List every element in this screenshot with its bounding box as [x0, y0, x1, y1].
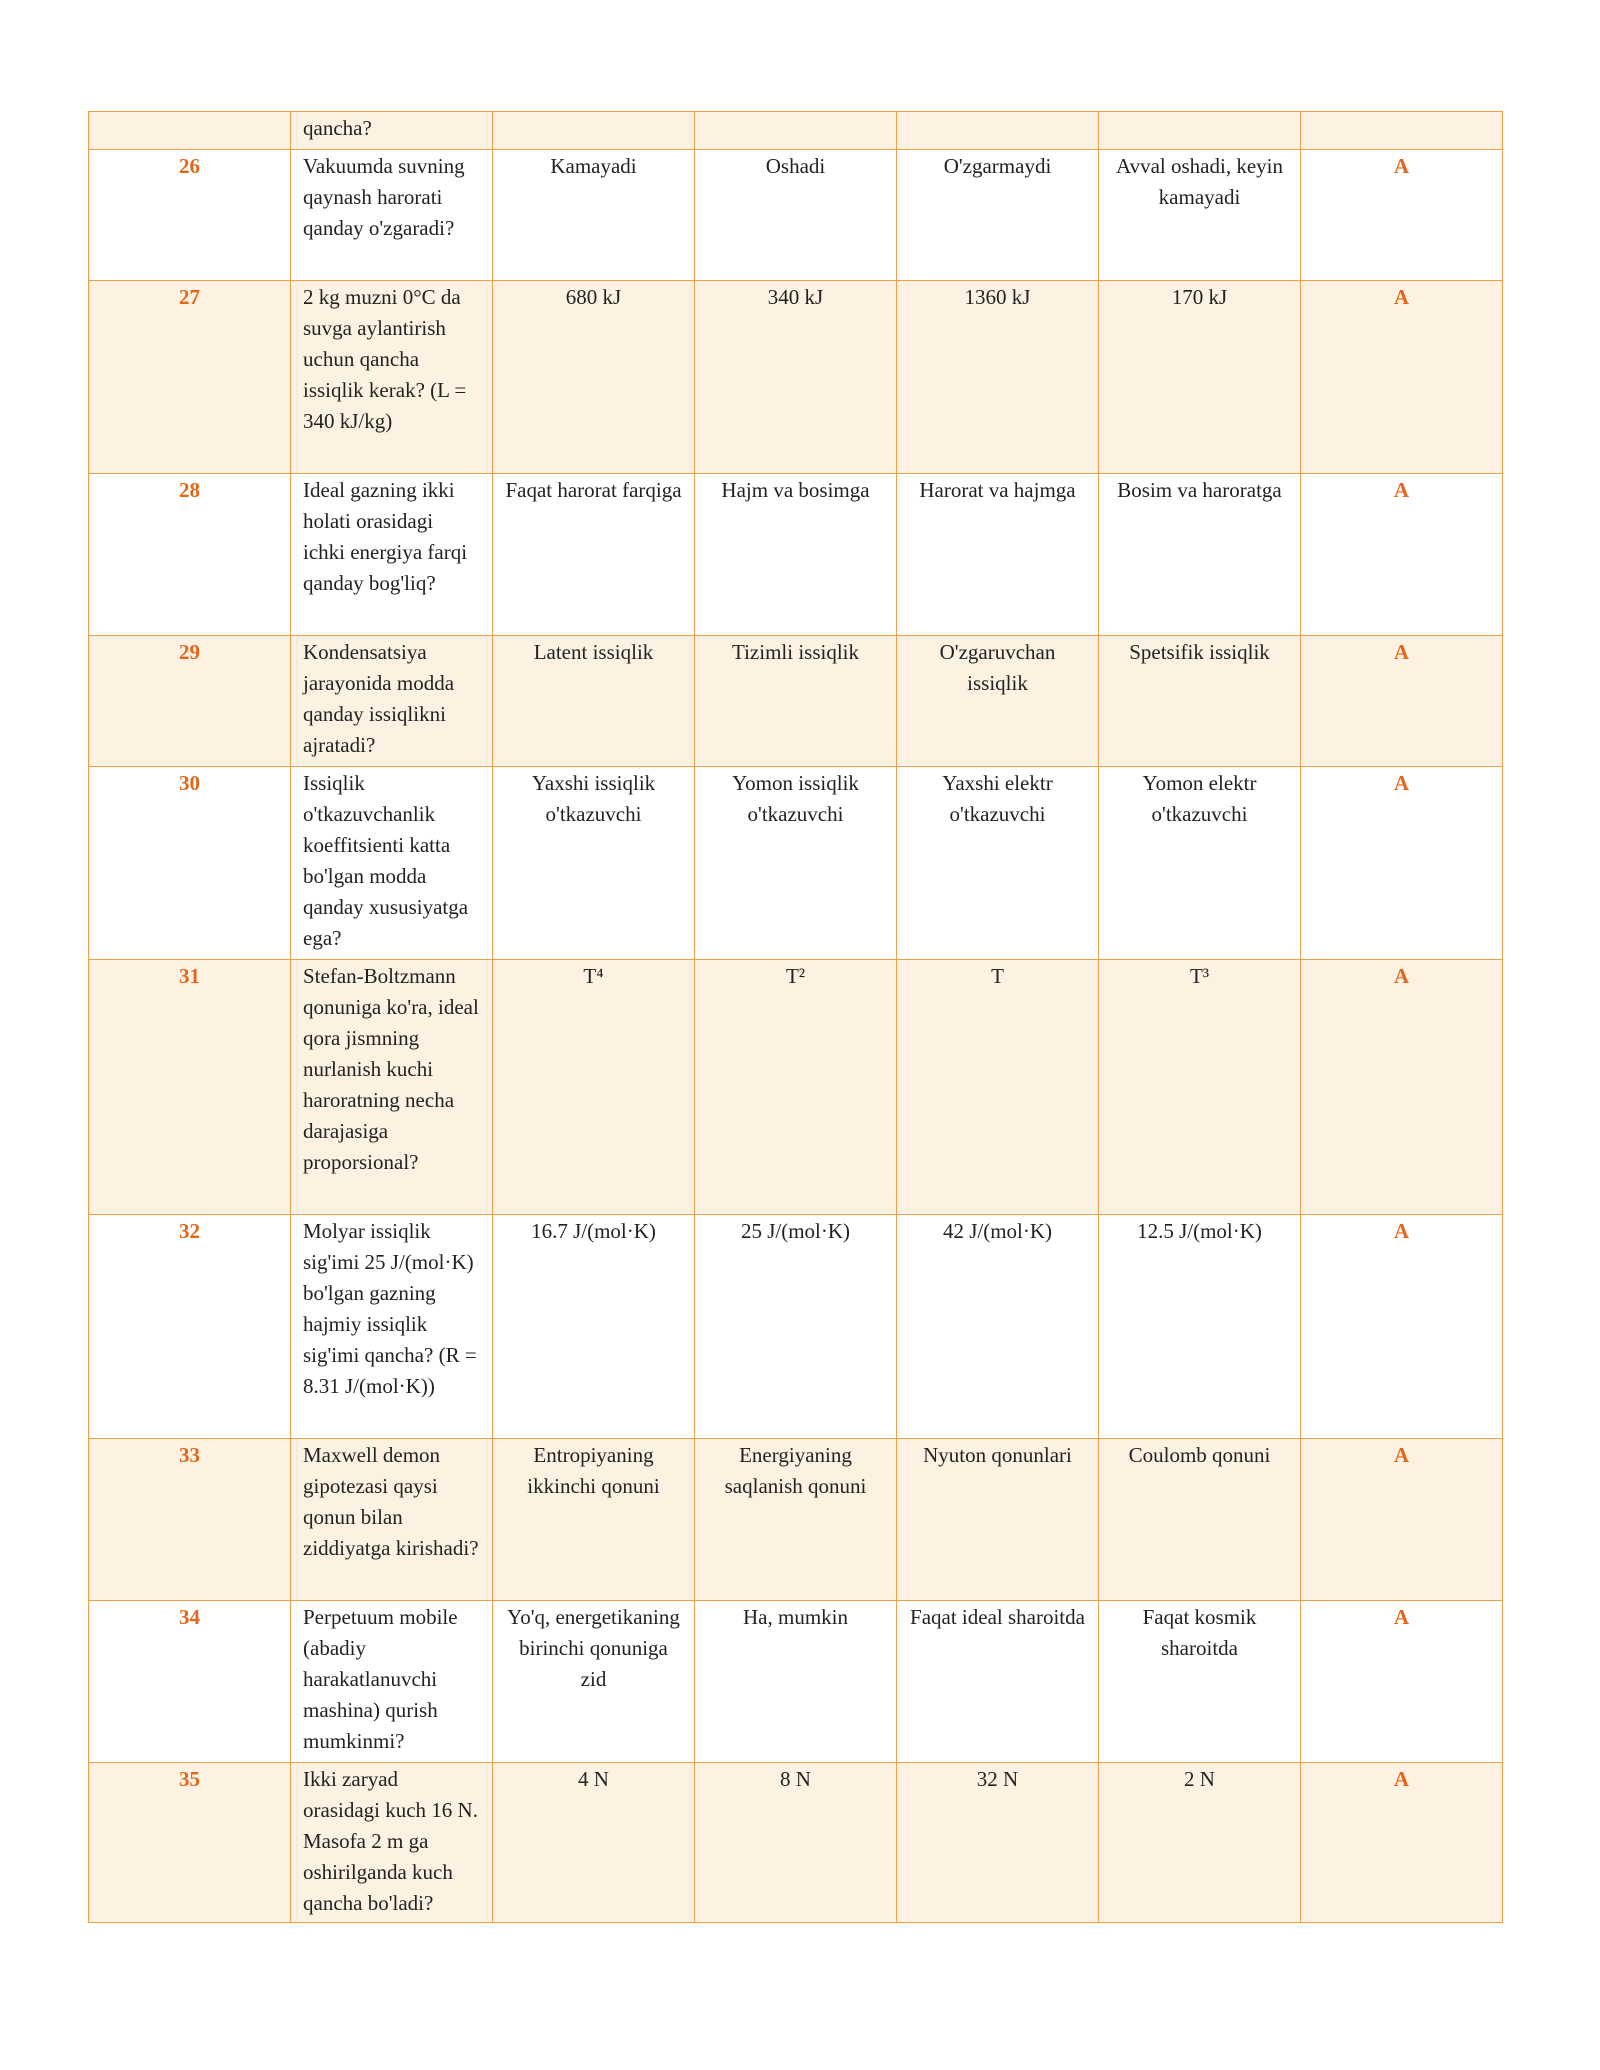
correct-answer: A — [1301, 150, 1503, 281]
question-text: Kondensatsiya jarayonida modda qanday issiqlikni ajratadi? — [291, 636, 493, 767]
option-c: O'zgarmaydi — [897, 150, 1099, 281]
question-number: 29 — [89, 636, 291, 767]
option-d: Faqat kosmik sharoitda — [1099, 1601, 1301, 1763]
table-row — [89, 281, 1503, 474]
option-b: Hajm va bosimga — [695, 474, 897, 636]
option-a — [493, 112, 695, 150]
option-d: Avval oshadi, keyin kamayadi — [1099, 150, 1301, 281]
option-d — [1099, 112, 1301, 150]
correct-answer: A — [1301, 1601, 1503, 1763]
correct-answer: A — [1301, 281, 1503, 474]
question-text: 2 kg muzni 0°C da suvga aylantirish uchun qancha issiqlik kerak? (L = 340 kJ/kg) — [291, 281, 493, 474]
correct-answer: A — [1301, 1215, 1503, 1439]
correct-answer: A — [1301, 767, 1503, 960]
correct-answer: A — [1301, 1763, 1503, 1923]
question-text: Vakuumda suvning qaynash harorati qanday o'zgaradi? — [291, 150, 493, 281]
question-text: Ikki zaryad orasidagi kuch 16 N. Masofa 2 m ga oshirilganda kuch qancha bo'ladi? — [291, 1763, 493, 1923]
correct-answer — [1301, 112, 1503, 150]
table-row — [89, 1439, 1503, 1601]
question-number: 35 — [89, 1763, 291, 1923]
question-number: 28 — [89, 474, 291, 636]
option-a: Yaxshi issiqlik o'tkazuvchi — [493, 767, 695, 960]
option-d: T³ — [1099, 960, 1301, 1215]
option-c — [897, 112, 1099, 150]
option-c: 42 J/(mol·K) — [897, 1215, 1099, 1439]
option-c: Harorat va hajmga — [897, 474, 1099, 636]
question-text: Issiqlik o'tkazuvchanlik koeffitsienti katta bo'lgan modda qanday xususiyatga ega? — [291, 767, 493, 960]
option-a: Latent issiqlik — [493, 636, 695, 767]
option-b: T² — [695, 960, 897, 1215]
quiz-table — [88, 111, 1503, 1923]
correct-answer: A — [1301, 636, 1503, 767]
question-number: 30 — [89, 767, 291, 960]
question-number — [89, 112, 291, 150]
question-number: 33 — [89, 1439, 291, 1601]
option-c: Faqat ideal sharoitda — [897, 1601, 1099, 1763]
option-b: Tizimli issiqlik — [695, 636, 897, 767]
question-text: Perpetuum mobile (abadiy harakatlanuvchi mashina) qurish mumkinmi? — [291, 1601, 493, 1763]
option-a: 4 N — [493, 1763, 695, 1923]
option-c: Yaxshi elektr o'tkazuvchi — [897, 767, 1099, 960]
table-row — [89, 1215, 1503, 1439]
table-row — [89, 112, 1503, 150]
option-a: Kamayadi — [493, 150, 695, 281]
table-row — [89, 474, 1503, 636]
option-a: Faqat harorat farqiga — [493, 474, 695, 636]
table-row — [89, 960, 1503, 1215]
question-number: 31 — [89, 960, 291, 1215]
correct-answer: A — [1301, 960, 1503, 1215]
question-text: qancha? — [291, 112, 493, 150]
option-d: Yomon elektr o'tkazuvchi — [1099, 767, 1301, 960]
document-page — [88, 111, 1502, 1923]
option-b: 8 N — [695, 1763, 897, 1923]
question-text: Maxwell demon gipotezasi qaysi qonun bilan ziddiyatga kirishadi? — [291, 1439, 493, 1601]
option-b: Yomon issiqlik o'tkazuvchi — [695, 767, 897, 960]
question-number: 27 — [89, 281, 291, 474]
table-row — [89, 1763, 1503, 1923]
question-number: 34 — [89, 1601, 291, 1763]
option-c: O'zgaruvchan issiqlik — [897, 636, 1099, 767]
table-row — [89, 150, 1503, 281]
option-a: 16.7 J/(mol·K) — [493, 1215, 695, 1439]
correct-answer: A — [1301, 1439, 1503, 1601]
option-b: Oshadi — [695, 150, 897, 281]
option-b: Energiyaning saqlanish qonuni — [695, 1439, 897, 1601]
question-number: 32 — [89, 1215, 291, 1439]
option-b — [695, 112, 897, 150]
option-d: Coulomb qonuni — [1099, 1439, 1301, 1601]
table-row — [89, 1601, 1503, 1763]
option-d: 12.5 J/(mol·K) — [1099, 1215, 1301, 1439]
option-d: Spetsifik issiqlik — [1099, 636, 1301, 767]
question-number: 26 — [89, 150, 291, 281]
option-a: Yo'q, energetikaning birinchi qonuniga zid — [493, 1601, 695, 1763]
question-text: Stefan-Boltzmann qonuniga ko'ra, ideal qora jismning nurlanish kuchi haroratning necha darajasiga proporsional? — [291, 960, 493, 1215]
table-row — [89, 767, 1503, 960]
option-d: 2 N — [1099, 1763, 1301, 1923]
option-b: Ha, mumkin — [695, 1601, 897, 1763]
option-d: 170 kJ — [1099, 281, 1301, 474]
table-row — [89, 636, 1503, 767]
option-c: 32 N — [897, 1763, 1099, 1923]
option-a: 680 kJ — [493, 281, 695, 474]
option-b: 25 J/(mol·K) — [695, 1215, 897, 1439]
option-a: T⁴ — [493, 960, 695, 1215]
option-b: 340 kJ — [695, 281, 897, 474]
option-c: 1360 kJ — [897, 281, 1099, 474]
option-c: Nyuton qonunlari — [897, 1439, 1099, 1601]
question-text: Molyar issiqlik sig'imi 25 J/(mol·K) bo'lgan gazning hajmiy issiqlik sig'imi qancha? (R = 8.31 J/(mol·K)) — [291, 1215, 493, 1439]
correct-answer: A — [1301, 474, 1503, 636]
question-text: Ideal gazning ikki holati orasidagi ichki energiya farqi qanday bog'liq? — [291, 474, 493, 636]
option-a: Entropiyaning ikkinchi qonuni — [493, 1439, 695, 1601]
option-c: T — [897, 960, 1099, 1215]
option-d: Bosim va haroratga — [1099, 474, 1301, 636]
